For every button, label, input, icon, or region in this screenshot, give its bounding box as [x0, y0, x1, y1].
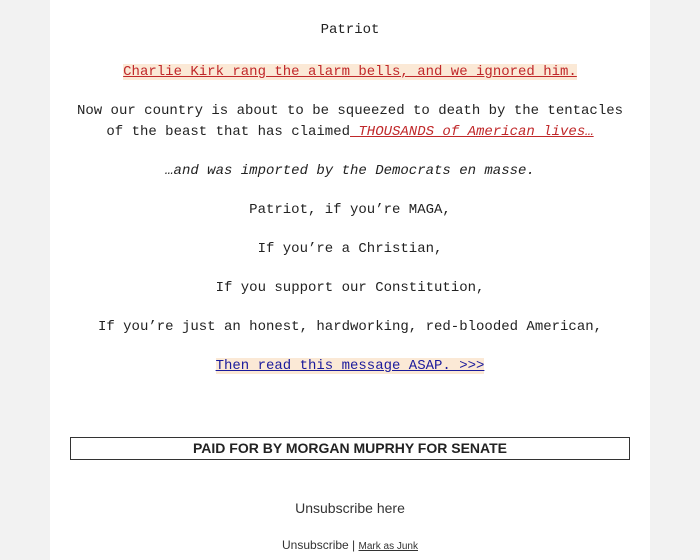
imported-line: …and was imported by the Democrats en masse. — [165, 163, 535, 179]
unsubscribe-here-link[interactable]: Unsubscribe here — [295, 500, 405, 516]
unsubscribe-link[interactable]: Unsubscribe — [282, 538, 349, 552]
maga-line: Patriot, if you’re MAGA, — [249, 202, 451, 218]
christian-line: If you’re a Christian, — [257, 241, 443, 257]
alarm-line — [50, 62, 650, 83]
footer-links — [50, 538, 650, 552]
alarm-link[interactable]: Charlie Kirk rang the alarm bells, and we ignored him. — [123, 64, 577, 80]
paragraph-tentacles-line1: Now our country is about to be squeezed to death by the tentacles — [76, 103, 624, 119]
thousands-lives-link[interactable]: THOUSANDS of American lives… — [350, 124, 594, 140]
footer-separator: | — [348, 538, 359, 552]
read-message-link[interactable]: Then read this message ASAP. >>> — [215, 358, 485, 374]
constitution-line: If you support our Constitution, — [215, 280, 485, 296]
paid-for-disclaimer: PAID FOR BY MORGAN MUPRHY FOR SENATE — [70, 437, 630, 460]
email-body — [50, 0, 650, 560]
american-line: If you’re just an honest, hardworking, red-blooded American, — [97, 319, 603, 335]
cta-line — [50, 356, 650, 377]
mark-as-junk-link[interactable]: Mark as Junk — [358, 541, 418, 552]
paragraph-tentacles — [50, 101, 650, 143]
greeting-text: Patriot — [320, 22, 380, 38]
paragraph-tentacles-line2: of the beast that has claimed — [106, 124, 350, 140]
